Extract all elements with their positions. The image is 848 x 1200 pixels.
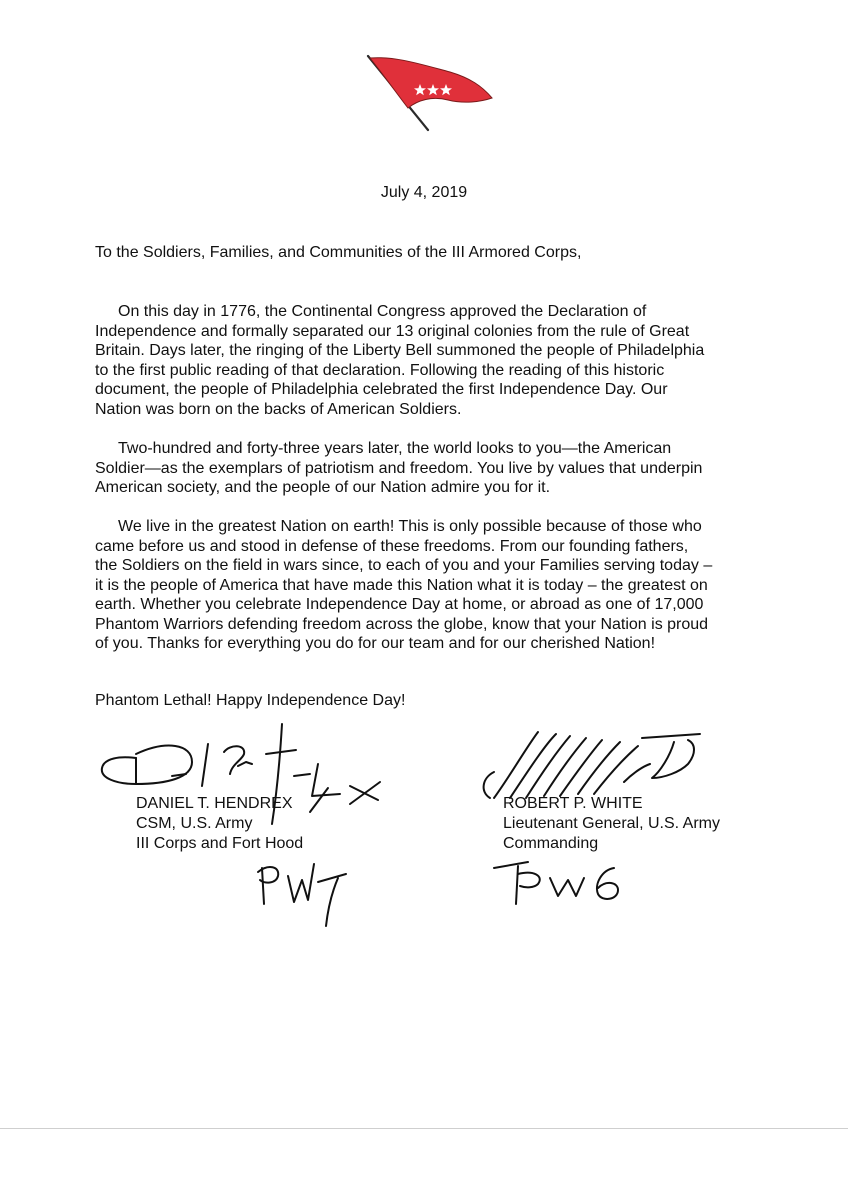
signatory-title: CSM, U.S. Army	[136, 815, 253, 832]
letter-salutation: To the Soldiers, Families, and Communities of the III Armored Corps,	[95, 244, 582, 261]
handwritten-initials-pw7	[250, 852, 350, 932]
paragraph-line: it is the people of America that have made this Nation what it is today – the greatest on	[95, 576, 708, 594]
signatory-name: ROBERT P. WHITE	[503, 795, 643, 812]
paragraph-line: Phantom Warriors defending freedom across the globe, know that your Nation is proud	[95, 615, 709, 633]
paragraph-2	[95, 439, 775, 498]
letter-closing: Phantom Lethal! Happy Independence Day!	[95, 692, 406, 709]
paragraph-line: We live in the greatest Nation on earth! This is only possible because of those who	[118, 518, 702, 535]
signature-block-right	[503, 794, 720, 854]
signatory-unit: III Corps and Fort Hood	[136, 835, 304, 852]
paragraph-line: Two-hundred and forty-three years later, the world looks to you—the American	[118, 440, 672, 457]
paragraph-line: Independence and formally separated our 13 original colonies from the rule of Great	[95, 322, 690, 340]
paragraph-line: document, the people of Philadelphia celebrated the first Independence Day. Our	[95, 381, 668, 398]
paragraph-line: Britain. Days later, the ringing of the Liberty Bell summoned the people of Philadelphia	[95, 342, 705, 359]
flag-field	[370, 58, 492, 108]
page-bottom-divider	[0, 1128, 848, 1129]
paragraph-line: American society, and the people of our Nation admire you for it.	[95, 479, 551, 496]
paragraph-line: the Soldiers on the field in wars since, to each of you and your Families serving today –	[95, 557, 713, 574]
paragraph-line: Nation was born on the backs of American Soldiers.	[95, 400, 462, 418]
paragraph-line: to the first public reading of that declaration. Following the reading of this historic	[95, 361, 665, 379]
paragraph-line: On this day in 1776, the Continental Congress approved the Declaration of	[118, 303, 647, 320]
signatory-name: DANIEL T. HENDREX	[136, 795, 293, 812]
paragraph-line: earth. Whether you celebrate Independence Day at home, or abroad as one of 17,000	[95, 596, 704, 613]
signatory-role: Commanding	[503, 835, 599, 852]
paragraph-line: Soldier—as the exemplars of patriotism and freedom. You live by values that underpin	[95, 459, 703, 477]
signatory-title: Lieutenant General, U.S. Army	[503, 815, 720, 832]
paragraph-line: came before us and stood in defense of these freedoms. From our founding fathers,	[95, 537, 689, 555]
paragraph-3	[95, 517, 775, 654]
paragraph-line: of you. Thanks for everything you do for our team and for our cherished Nation!	[95, 635, 656, 652]
signature-block-left	[136, 794, 303, 854]
paragraph-1	[95, 302, 775, 419]
handwritten-initials-pw6	[488, 856, 638, 912]
three-star-flag-icon	[360, 50, 500, 135]
letter-date: July 4, 2019	[380, 184, 468, 201]
